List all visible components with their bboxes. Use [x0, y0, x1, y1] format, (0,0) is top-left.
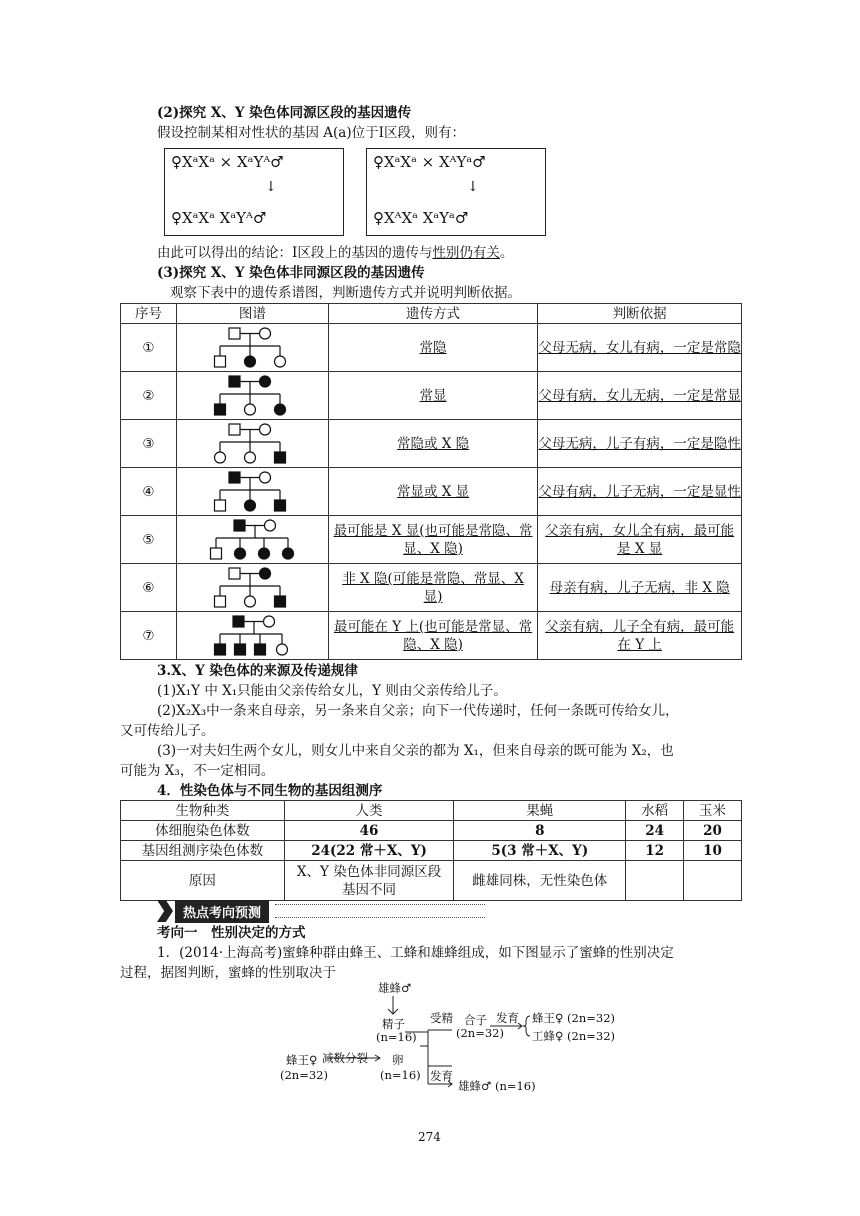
section-xy-p3-line1: (3)一对夫妇生两个女儿，则女儿中来自父亲的都为 X₁，但来自母亲的既可能为 X₂，也: [157, 743, 674, 759]
genome-table: [120, 800, 742, 901]
row-basis: 父亲有病，女儿全有病，最可能是 X 显: [538, 516, 742, 564]
genome-cell: 雌雄同株，无性染色体: [454, 861, 626, 901]
row-mode: 非 X 隐(可能是常隐、常显、X 显): [328, 564, 538, 612]
pedigree-chart: [176, 612, 328, 660]
genome-header: 玉米: [684, 801, 742, 821]
worker-offspring-label: 工蜂♀ (2n=32): [532, 1029, 616, 1043]
cross-2-parents: ♀XᵃXᵃ × XᴬYᵃ♂: [373, 153, 486, 171]
genome-cell: 8: [454, 821, 626, 841]
banner-label: 热点考向预测: [175, 900, 269, 923]
queen-offspring-label: 蜂王♀ (2n=32): [532, 1011, 616, 1025]
row-num: ②: [121, 372, 177, 420]
sperm-label: 精子: [382, 1017, 405, 1031]
genome-header: 生物种类: [121, 801, 285, 821]
section-xy-p3-line2: 可能为 X₃，不一定相同。: [120, 763, 275, 779]
section3-heading: (3)探究 X、Y 染色体非同源区段的基因遗传: [157, 265, 425, 281]
conclusion-answer: 性别仍有关: [432, 245, 500, 261]
page-number: 274: [418, 1130, 441, 1144]
row-mode: 常显或 X 显: [328, 468, 538, 516]
sperm-n-label: (n=16): [376, 1030, 417, 1044]
zygote-n-label: (2n=32): [456, 1026, 504, 1040]
pedigree-table: [120, 303, 742, 660]
row-num: ④: [121, 468, 177, 516]
table-row: [121, 821, 742, 841]
row-mode: 常隐: [328, 324, 538, 372]
male-parent-label: 雄蜂♂: [378, 981, 412, 995]
egg-label: 卵: [392, 1053, 404, 1067]
arrow-down-icon: ↓: [265, 179, 277, 195]
cross-1-offspring: ♀XᵃXᵃ XᵃYᴬ♂: [171, 209, 267, 227]
row-mode: 常隐或 X 隐: [328, 420, 538, 468]
direction1-heading: 考向一 性别决定的方式: [157, 925, 306, 941]
genome-cell: 5(3 常＋X、Y): [454, 841, 626, 861]
table-row: [121, 861, 742, 901]
row-basis: 父母有病，女儿无病，一定是常显: [538, 372, 742, 420]
table-row: [121, 564, 742, 612]
question-line2: 过程，据图判断，蜜蜂的性别取决于: [120, 965, 336, 981]
fertilize-label: 受精: [430, 1011, 453, 1025]
table-row: [121, 516, 742, 564]
section-xy-p2-line1: (2)X₂X₃中一条来自母亲，另一条来自父亲；向下一代传递时，任何一条既可传给女儿，: [157, 703, 679, 719]
genome-cell: 基因组测序染色体数: [121, 841, 285, 861]
table-row: [121, 372, 742, 420]
row-basis: 父母有病，儿子无病，一定是显性: [538, 468, 742, 516]
section3-intro: 观察下表中的遗传系谱图，判断遗传方式并说明判断依据。: [170, 285, 521, 301]
banner-dotted-rule: [275, 904, 485, 918]
section2-intro: 假设控制某相对性状的基因 A(a)位于Ⅰ区段，则有：: [157, 125, 465, 141]
header-mode: 遗传方式: [328, 304, 538, 324]
row-basis: 母亲有病，儿子无病，非 X 隐: [538, 564, 742, 612]
cross-box-2: [366, 148, 546, 236]
pedigree-chart: [176, 324, 328, 372]
genome-cell: 24: [626, 821, 684, 841]
header-pedigree: 图谱: [176, 304, 328, 324]
meiosis-label: 减数分裂: [322, 1051, 368, 1065]
conclusion-suffix: 。: [499, 245, 514, 261]
row-num: ①: [121, 324, 177, 372]
chevron-right-icon: [157, 900, 173, 922]
genome-header: 果蝇: [454, 801, 626, 821]
genome-cell: 24(22 常＋X、Y): [284, 841, 454, 861]
section-xy-heading: 3.X、Y 染色体的来源及传递规律: [157, 663, 358, 679]
genome-header: 人类: [284, 801, 454, 821]
header-basis: 判断依据: [538, 304, 742, 324]
row-basis: 父亲有病，儿子全有病，最可能在 Y 上: [538, 612, 742, 660]
row-mode: 最可能是 X 显(也可能是常隐、常显、X 隐): [328, 516, 538, 564]
genome-cell: 10: [684, 841, 742, 861]
zygote-label: 合子: [464, 1013, 487, 1027]
pedigree-chart: [176, 564, 328, 612]
pedigree-chart: [176, 516, 328, 564]
section2-conclusion: [157, 244, 513, 262]
queen-parent-label: 蜂王♀: [286, 1053, 318, 1067]
arrow-down-icon: ↓: [467, 179, 479, 195]
pedigree-chart: [176, 468, 328, 516]
conclusion-prefix: 由此可以得出的结论：Ⅰ区段上的基因的遗传与: [157, 245, 433, 261]
develop-label-2: 发育: [430, 1069, 453, 1083]
table-row: [121, 324, 742, 372]
genome-cell: [626, 861, 684, 901]
table-row: [121, 612, 742, 660]
pedigree-chart: [176, 420, 328, 468]
genome-cell: 46: [284, 821, 454, 841]
genome-cell: X、Y 染色体非同源区段基因不同: [284, 861, 454, 901]
section-xy-p1: (1)X₁Y 中 X₁只能由父亲传给女儿，Y 则由父亲传给儿子。: [157, 683, 507, 699]
cross-1-parents: ♀XᵃXᵃ × XᵃYᴬ♂: [171, 153, 284, 171]
genome-cell: 体细胞染色体数: [121, 821, 285, 841]
queen-n-label: (2n=32): [280, 1068, 328, 1082]
section2-heading: (2)探究 X、Y 染色体同源区段的基因遗传: [157, 105, 412, 121]
genome-cell: 12: [626, 841, 684, 861]
bee-sex-diagram: [280, 980, 620, 1095]
row-num: ⑥: [121, 564, 177, 612]
cross-box-1: [164, 148, 344, 236]
question-line1: 1．(2014·上海高考)蜜蜂种群由蜂王、工蜂和雄蜂组成，如下图显示了蜜蜂的性别决定: [157, 945, 674, 961]
section4-heading: 4．性染色体与不同生物的基因组测序: [157, 783, 383, 799]
row-num: ③: [121, 420, 177, 468]
cross-2-offspring: ♀XᴬXᵃ XᵃYᵃ♂: [373, 209, 469, 227]
table-row: [121, 420, 742, 468]
table-row: [121, 841, 742, 861]
row-num: ⑤: [121, 516, 177, 564]
section-xy-p2-line2: 又可传给儿子。: [120, 723, 215, 739]
genome-cell: 20: [684, 821, 742, 841]
header-num: 序号: [121, 304, 177, 324]
row-mode: 最可能在 Y 上(也可能是常显、常隐、X 隐): [328, 612, 538, 660]
row-num: ⑦: [121, 612, 177, 660]
genome-cell: 原因: [121, 861, 285, 901]
genome-cell: [684, 861, 742, 901]
hot-topic-banner: [157, 900, 485, 922]
egg-n-label: (n=16): [380, 1068, 421, 1082]
row-basis: 父母无病，女儿有病，一定是常隐: [538, 324, 742, 372]
develop-label: 发育: [496, 1011, 519, 1025]
pedigree-chart: [176, 372, 328, 420]
genome-header: 水稻: [626, 801, 684, 821]
male-offspring-label: 雄蜂♂ (n=16): [458, 1079, 536, 1093]
table-row: [121, 468, 742, 516]
row-mode: 常显: [328, 372, 538, 420]
row-basis: 父母无病，儿子有病，一定是隐性: [538, 420, 742, 468]
